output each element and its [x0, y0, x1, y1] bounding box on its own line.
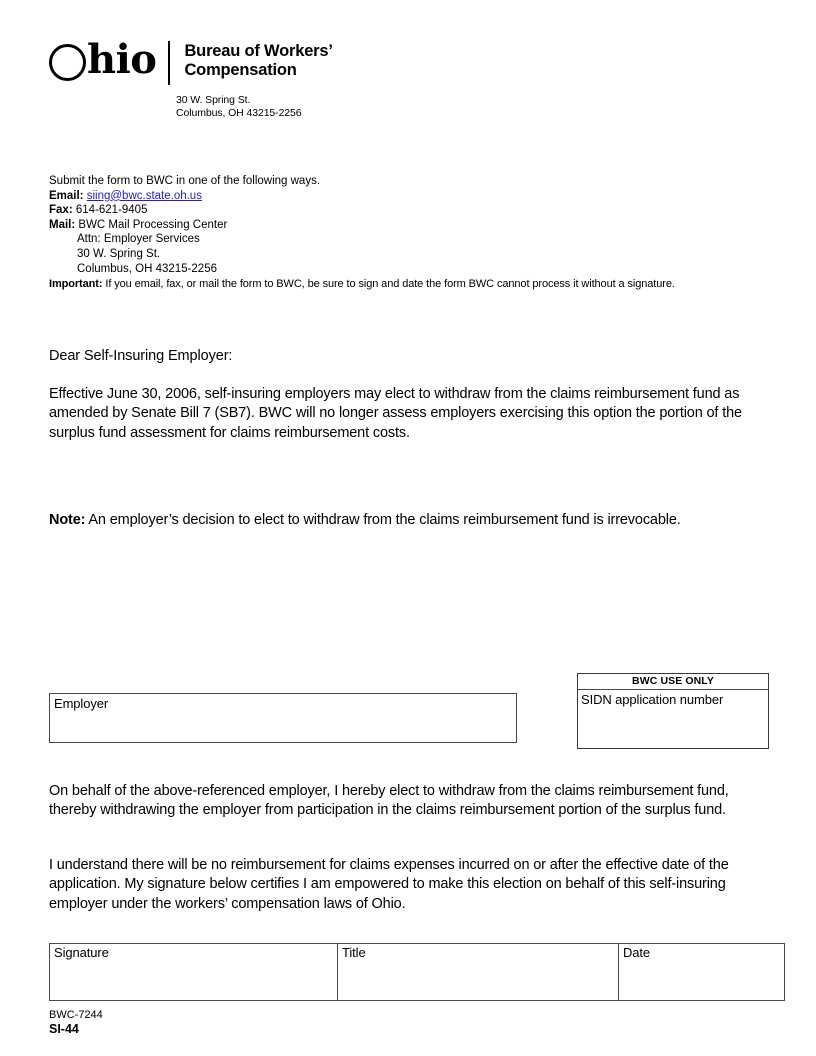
signature-table: [49, 943, 785, 1001]
ohio-o-circle-icon: [49, 44, 86, 81]
submit-fax-value: 614-621-9405: [75, 204, 148, 217]
form-id: SI-44: [49, 1022, 79, 1036]
letterhead: [49, 36, 449, 130]
submit-mail-line3: 30 W. Spring St.: [77, 247, 161, 260]
title-field[interactable]: [338, 944, 619, 1001]
ohio-wordmark-text: hio: [87, 36, 157, 83]
paragraph-effective: Effective June 30, 2006, self-insuring employers may elect to withdraw from the claims reimbursement fund as amended by Senate Bill 7 (SB7). BWC will no longer assess employers exercising this option the portion of the surplus fund assessment for claims reimbursement costs.: [49, 386, 742, 441]
logo-row: [49, 36, 449, 84]
submit-email-label: Email:: [49, 189, 84, 202]
employer-field-box[interactable]: [49, 693, 517, 743]
ohio-wordmark: [49, 36, 157, 83]
submit-important-row: [49, 277, 779, 291]
sidn-field[interactable]: [578, 690, 768, 707]
date-field-label: Date: [623, 945, 651, 960]
form-code: BWC-7244: [49, 1009, 103, 1021]
submit-mail-line2: Attn: Employer Services: [77, 233, 200, 246]
paragraph-note: [49, 511, 772, 530]
submit-fax-row: [49, 203, 779, 218]
table-row: [50, 944, 785, 1001]
paragraph-on-behalf: On behalf of the above-referenced employer, I hereby elect to withdraw from the claims reimbursement fund, thereby withdrawing the employer from participation in the claims reimbursement portion of the surplus fund.: [49, 783, 729, 819]
agency-address: [176, 94, 302, 120]
agency-name-line2: Compensation: [184, 61, 297, 79]
note-text: An employer’s decision to elect to withdraw from the claims reimbursement fund is irrevocable.: [88, 512, 681, 528]
title-field-label: Title: [342, 945, 366, 960]
footer: [49, 1008, 103, 1036]
submit-email-row: [49, 189, 779, 204]
signature-field-label: Signature: [54, 945, 109, 960]
submit-intro: Submit the form to BWC in one of the following ways.: [49, 175, 321, 187]
agency-address-line1: 30 W. Spring St.: [176, 94, 251, 106]
submit-mail-label: Mail:: [49, 218, 76, 231]
signature-field[interactable]: [50, 944, 338, 1001]
note-label: Note:: [49, 512, 86, 528]
submit-important-label: Important:: [49, 278, 103, 291]
date-field[interactable]: [619, 944, 785, 1001]
salutation: Dear Self-Insuring Employer:: [49, 348, 233, 364]
logo-divider: [168, 41, 170, 85]
employer-field-label: Employer: [54, 696, 109, 711]
bwc-use-only-box: [577, 673, 769, 749]
bwc-use-only-header: BWC USE ONLY: [578, 674, 768, 690]
submission-instructions: [49, 174, 779, 291]
submit-important-text: If you email, fax, or mail the form to BWC, be sure to sign and date the form BWC cannot process it without a signature.: [105, 278, 675, 291]
agency-address-line2: Columbus, OH 43215-2256: [176, 107, 302, 119]
submit-fax-label: Fax:: [49, 204, 73, 217]
submit-mail-row: [49, 218, 779, 233]
paragraph-understand: I understand there will be no reimbursement for claims expenses incurred on or after the effective date of the application. My signature below certifies I am empowered to make this election on behalf of this self-insuring employer under the workers’ compensation laws of Ohio.: [49, 857, 729, 912]
submit-mail-value: BWC Mail Processing Center: [78, 218, 228, 231]
submit-email-link[interactable]: siing@bwc.state.oh.us: [86, 189, 202, 202]
agency-name: [184, 40, 332, 80]
sidn-field-label: SIDN application number: [581, 692, 724, 707]
submit-mail-line4: Columbus, OH 43215-2256: [77, 262, 217, 275]
agency-name-line1: Bureau of Workers’: [184, 42, 333, 60]
